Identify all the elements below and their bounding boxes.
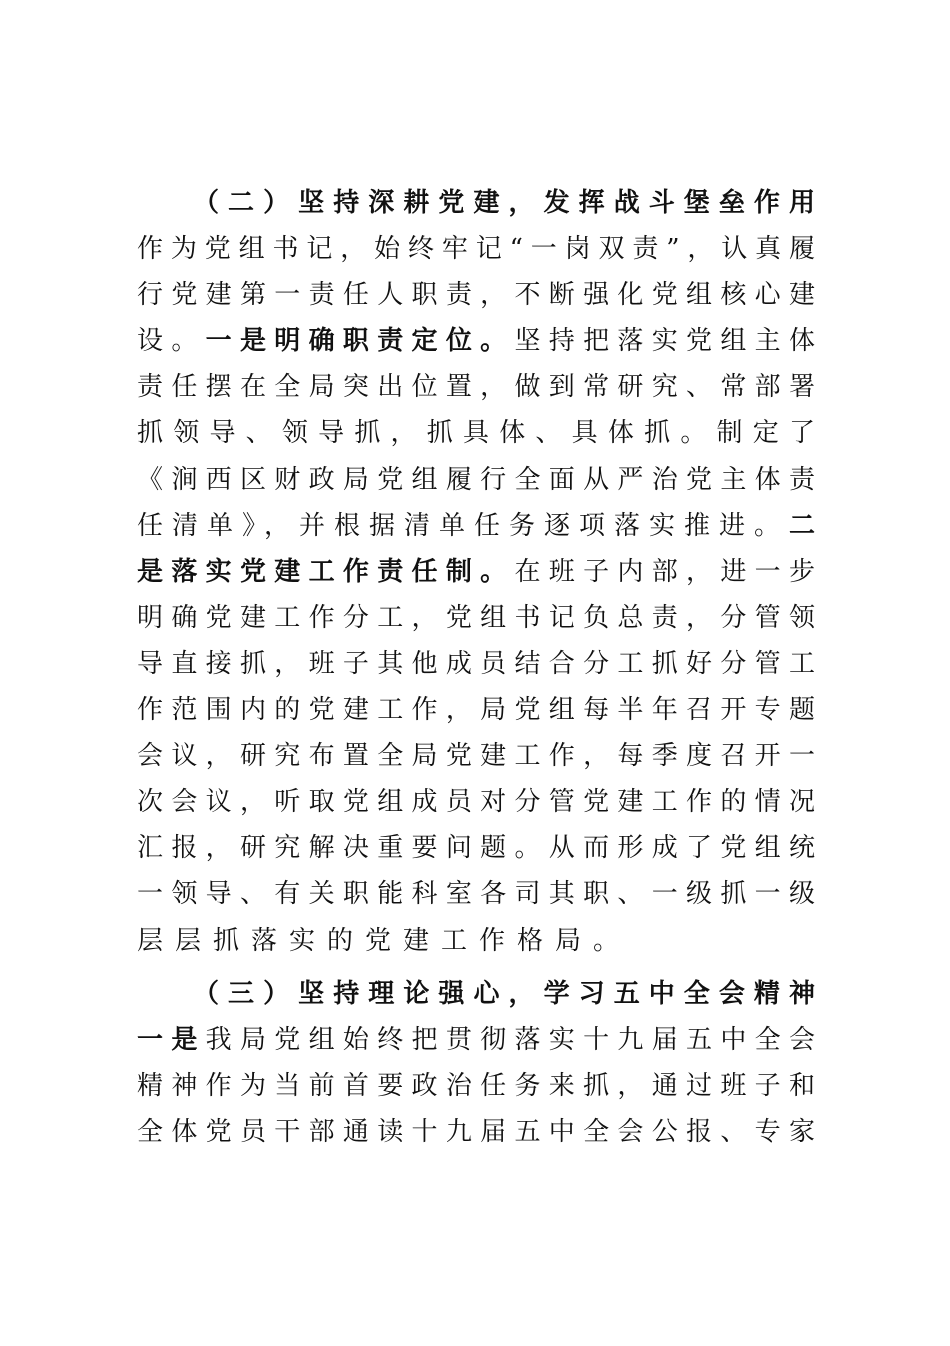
- text-run: 抓领导、领导抓，抓具体、具体抓。制定了: [137, 418, 815, 449]
- text-run: 作为党组书记，始终牢记“一岗双责”，认真履: [137, 234, 815, 264]
- paragraph-line: [137, 874, 815, 914]
- text-run: 汇报，研究解决重要问题。从而形成了党组统: [137, 833, 815, 864]
- text-run: 会议，研究布置全局党建工作，每季度召开一: [137, 741, 815, 772]
- paragraph-line: [137, 736, 815, 776]
- paragraph-line: [137, 229, 815, 269]
- paragraph-line: [137, 921, 815, 961]
- text-run: 责任摆在全局突出位置，做到常研究、常部署: [137, 372, 815, 403]
- text-run: 精神作为当前首要政治任务来抓，通过班子和: [137, 1071, 815, 1101]
- text-run: 明确党建工作分工，党组书记负总责，分管领: [137, 602, 815, 633]
- section-heading-3: （三）坚持理论强心，学习五中全会精神: [193, 979, 815, 1009]
- text-run: 我局党组始终把贯彻落实十九届五中全会: [205, 1025, 815, 1055]
- bold-run: 一是明确职责定位。: [205, 326, 515, 357]
- bold-run: 二: [788, 510, 815, 541]
- paragraph-line: [137, 321, 815, 361]
- paragraph-line: [137, 690, 815, 730]
- paragraph-line: [137, 275, 815, 315]
- paragraph-line: [137, 413, 815, 453]
- text-run: 全体党员干部通读十九届五中全会公报、专家: [137, 1117, 815, 1147]
- section-heading-2: （二）坚持深耕党建，发挥战斗堡垒作用: [193, 188, 815, 218]
- paragraph-line: [137, 644, 815, 684]
- paragraph-line: [137, 460, 815, 500]
- paragraph-line: [137, 552, 815, 592]
- text-run: 导直接抓，班子其他成员结合分工抓好分管工: [137, 648, 815, 679]
- text-run: 在班子内部，进一步: [514, 556, 815, 587]
- text-run: 行党建第一责任人职责，不断强化党组核心建: [137, 280, 815, 311]
- paragraph-line: [137, 782, 815, 822]
- text-run: 作范围内的党建工作，局党组每半年召开专题: [137, 695, 815, 725]
- text-run: 《涧西区财政局党组履行全面从严治党主体责: [137, 464, 815, 495]
- bold-run: 是落实党建工作责任制。: [137, 556, 515, 587]
- paragraph-line: [137, 828, 815, 868]
- paragraph-line: [137, 506, 815, 546]
- text-run: 层层抓落实的党建工作格局。: [137, 925, 632, 956]
- paragraph-line: [137, 1020, 815, 1060]
- paragraph-line: [137, 1112, 815, 1152]
- text-run: 任清单》，并根据清单任务逐项落实推进。: [137, 510, 789, 541]
- text-run: 次会议，听取党组成员对分管党建工作的情况: [137, 787, 815, 818]
- paragraph-line: [137, 1066, 815, 1106]
- bold-run: 一是: [137, 1025, 206, 1055]
- text-run: 设。: [137, 326, 206, 357]
- text-run: 一领导、有关职能科室各司其职、一级抓一级: [137, 879, 815, 910]
- text-run: 坚持把落实党组主体: [514, 326, 815, 357]
- paragraph-line: [137, 598, 815, 638]
- paragraph-line: [137, 367, 815, 407]
